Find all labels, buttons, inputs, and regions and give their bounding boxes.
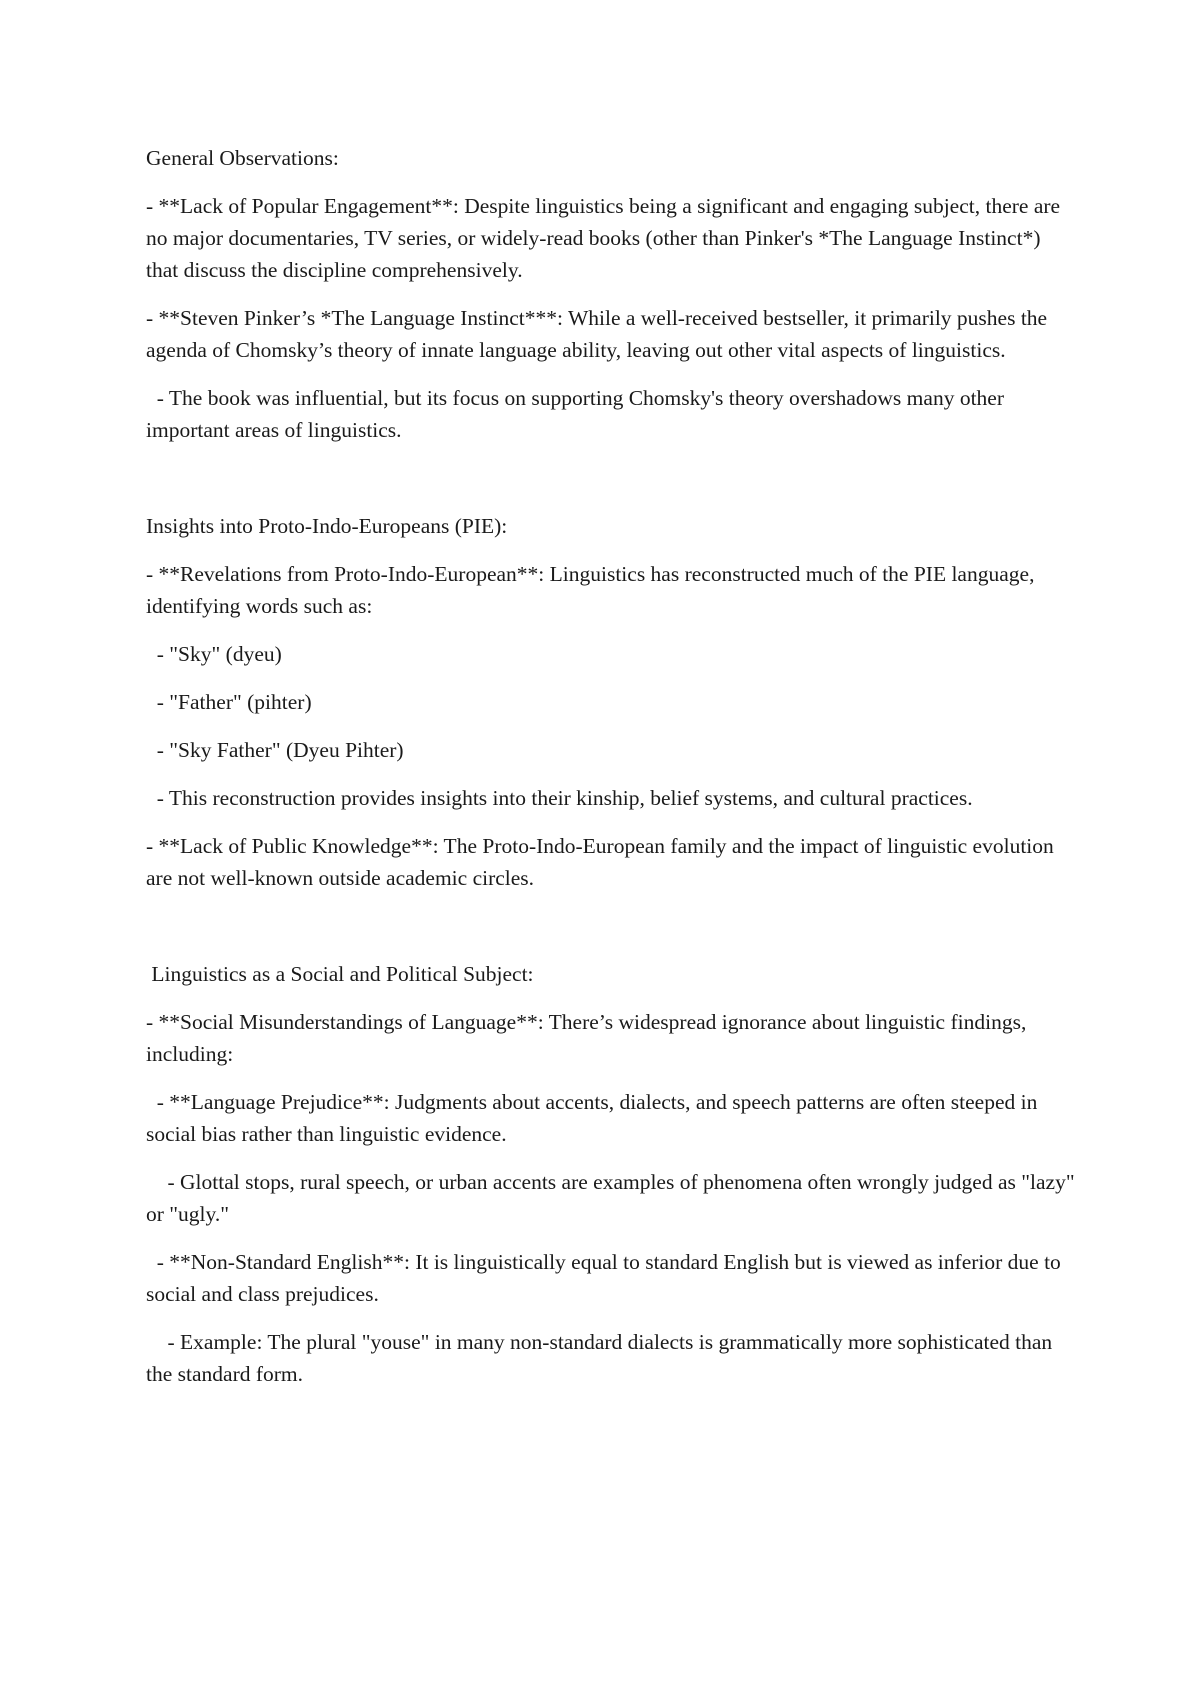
paragraph: - The book was influential, but its focus on supporting Chomsky's theory overshadows many other important areas of linguistics. (146, 386, 1010, 442)
paragraph: - Example: The plural "youse" in many non-standard dialects is grammatically more sophisticated than the standard form. (146, 1330, 1058, 1386)
paragraph: - **Language Prejudice**: Judgments about accents, dialects, and speech patterns are often steeped in social bias rather than linguistic evidence. (146, 1090, 1043, 1146)
section-heading-pie: Insights into Proto-Indo-Europeans (PIE): (146, 514, 508, 538)
section-heading-general-observations: General Observations: (146, 146, 339, 170)
section-heading-social-political: Linguistics as a Social and Political Subject: (146, 962, 534, 986)
list-item: - "Sky" (dyeu) (146, 642, 282, 666)
paragraph: - **Non-Standard English**: It is linguistically equal to standard English but is viewed as inferior due to social and class prejudices. (146, 1250, 1067, 1306)
paragraph: - **Lack of Popular Engagement**: Despite linguistics being a significant and engaging subject, there are no major documentaries, TV series, or widely-read books (other than Pinker's *The Language Instinct*) that discuss the discipline comprehensively. (146, 194, 1066, 282)
document-body (146, 142, 1080, 1406)
paragraph: - **Lack of Public Knowledge**: The Proto-Indo-European family and the impact of linguistic evolution are not well-known outside academic circles. (146, 834, 1060, 890)
paragraph: - This reconstruction provides insights into their kinship, belief systems, and cultural practices. (146, 786, 973, 810)
paragraph: - **Revelations from Proto-Indo-European**: Linguistics has reconstructed much of the PIE language, identifying words such as: (146, 562, 1040, 618)
paragraph: - **Social Misunderstandings of Language**: There’s widespread ignorance about linguistic findings, including: (146, 1010, 1032, 1066)
list-item: - "Father" (pihter) (146, 690, 312, 714)
list-item: - "Sky Father" (Dyeu Pihter) (146, 738, 404, 762)
paragraph: - **Steven Pinker’s *The Language Instinct***: While a well-received bestseller, it primarily pushes the agenda of Chomsky’s theory of innate language ability, leaving out other vital aspects of linguistics. (146, 306, 1053, 362)
section-spacer (146, 462, 1076, 510)
paragraph: - Glottal stops, rural speech, or urban accents are examples of phenomena often wrongly judged as "lazy" or "ugly." (146, 1170, 1080, 1226)
section-spacer (146, 910, 1076, 958)
